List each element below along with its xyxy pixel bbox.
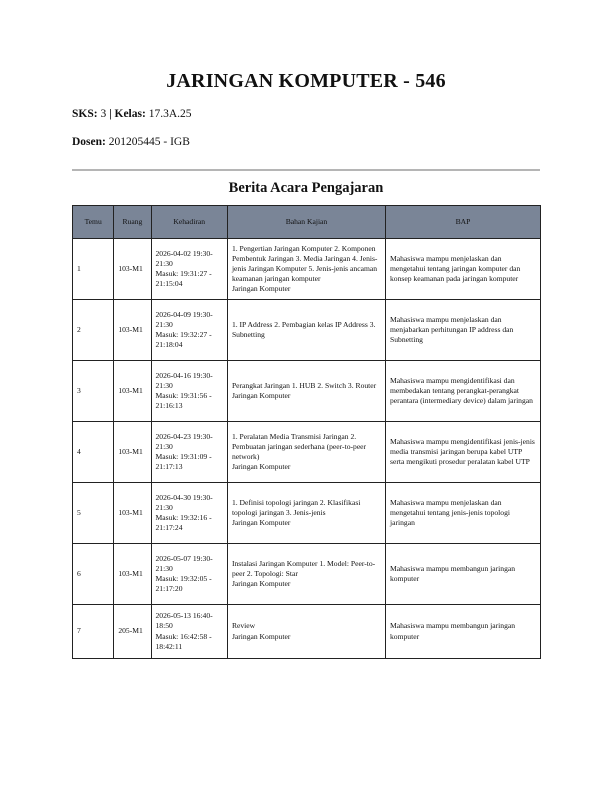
topic-text: 1. Peralatan Media Transmisi Jaringan 2. Pembuatan jaringan sederhana (peer-to-peer network) (231, 431, 367, 461)
check-in-time: Masuk: 19:31:27 - 21:15:04 (155, 269, 212, 289)
cell-bap: Mahasiswa mampu menjelaskan dan mengetahui tentang jaringan komputer dan konsep keamanan pada jaringan komputer (386, 239, 541, 300)
table-row (73, 239, 541, 300)
table-row (73, 483, 541, 544)
topic-text: Review (231, 621, 256, 631)
topic-category: Jaringan Komputer (231, 579, 291, 588)
cell-bahan-kajian (227, 300, 385, 361)
cell-temu: 7 (73, 605, 114, 659)
cell-bahan-kajian (227, 422, 385, 483)
schedule-time: 2026-04-16 19:30-21:30 (155, 370, 213, 390)
cell-bahan-kajian (227, 544, 385, 605)
cell-temu: 6 (73, 544, 114, 605)
column-header-bahan-kajian: Bahan Kajian (227, 206, 385, 239)
section-title: Berita Acara Pengajaran (228, 180, 384, 196)
cell-kehadiran (151, 239, 227, 300)
cell-ruang: 205-M1 (114, 605, 151, 659)
cell-ruang: 103-M1 (114, 544, 151, 605)
schedule-time: 2026-05-13 16:40-18:50 (155, 611, 213, 631)
cell-bap: Mahasiswa mampu mengidentifikasi dan membedakan tentang perangkat-perangkat perantara (intermediary device) dalam jaringan (386, 361, 541, 422)
cell-ruang: 103-M1 (114, 483, 151, 544)
topic-category: Jaringan Komputer (231, 518, 291, 527)
table-row (73, 544, 541, 605)
column-header-bap: BAP (386, 206, 541, 239)
schedule-time: 2026-05-07 19:30-21:30 (155, 553, 213, 573)
kelas-label: Kelas: (114, 108, 146, 120)
cell-kehadiran (151, 361, 227, 422)
cell-bahan-kajian (227, 361, 385, 422)
dosen-value: 201205445 - IGB (108, 136, 190, 148)
check-in-time: Masuk: 19:31:56 - 21:16:13 (155, 391, 212, 411)
dosen-label: Dosen: (72, 136, 106, 148)
lecturer-line (72, 136, 190, 148)
cell-ruang: 103-M1 (114, 361, 151, 422)
cell-kehadiran (151, 300, 227, 361)
check-in-time: Masuk: 19:32:16 - 21:17:24 (155, 513, 212, 533)
cell-kehadiran (151, 483, 227, 544)
topic-category: Jaringan Komputer (231, 462, 291, 472)
cell-kehadiran (151, 422, 227, 483)
column-header-temu: Temu (73, 206, 114, 239)
topic-category: Jaringan Komputer (231, 284, 291, 294)
cell-bahan-kajian (227, 239, 385, 300)
topic-text: Instalasi Jaringan Komputer 1. Model: Peer-to-peer 2. Topologi: Star (231, 558, 376, 578)
topic-text: 1. Definisi topologi jaringan 2. Klasifikasi topologi jaringan 3. Jenis-jenis (231, 497, 361, 517)
schedule-time: 2026-04-23 19:30-21:30 (155, 431, 213, 451)
column-header-kehadiran: Kehadiran (151, 206, 227, 239)
cell-bahan-kajian (227, 483, 385, 544)
table-header-row (73, 206, 541, 239)
schedule-time: 2026-04-09 19:30-21:30 (155, 309, 213, 329)
topic-text: Perangkat Jaringan 1. HUB 2. Switch 3. Router (231, 380, 377, 390)
cell-temu: 4 (73, 422, 114, 483)
page-title: JARINGAN KOMPUTER - 546 (166, 70, 446, 92)
table-row (73, 361, 541, 422)
cell-ruang: 103-M1 (114, 239, 151, 300)
topic-text: 1. IP Address 2. Pembagian kelas IP Address 3. Subnetting (231, 319, 376, 339)
check-in-time: Masuk: 16:42:58 - 18:42:11 (155, 631, 212, 651)
cell-bap: Mahasiswa mampu membangun jaringan komputer (386, 544, 541, 605)
cell-temu: 5 (73, 483, 114, 544)
column-header-ruang: Ruang (114, 206, 151, 239)
course-meta-line (72, 108, 192, 120)
topic-category: Jaringan Komputer (231, 631, 291, 641)
cell-temu: 2 (73, 300, 114, 361)
kelas-value: 17.3A.25 (148, 108, 192, 120)
cell-bap: Mahasiswa mampu membangun jaringan komputer (386, 605, 541, 659)
header-divider (72, 169, 540, 171)
cell-bap: Mahasiswa mampu menjelaskan dan mengetahui tentang jenis-jenis topologi jaringan (386, 483, 541, 544)
cell-temu: 3 (73, 361, 114, 422)
cell-ruang: 103-M1 (114, 300, 151, 361)
cell-bap: Mahasiswa mampu mengidentifikasi jenis-jenis media transmisi jaringan berupa kabel UTP serta mengikuti prosedur peralatan kabel UTP (386, 422, 541, 483)
meta-separator: | (109, 108, 112, 120)
teaching-record-table (72, 205, 541, 659)
check-in-time: Masuk: 19:31:09 - 21:17:13 (155, 452, 212, 472)
check-in-time: Masuk: 19:32:27 - 21:18:04 (155, 330, 212, 350)
check-in-time: Masuk: 19:32:05 - 21:17:20 (155, 574, 212, 594)
cell-temu: 1 (73, 239, 114, 300)
cell-bahan-kajian (227, 605, 385, 659)
cell-kehadiran (151, 605, 227, 659)
table-row (73, 300, 541, 361)
sks-label: SKS: (72, 108, 98, 120)
schedule-time: 2026-04-02 19:30-21:30 (155, 248, 213, 268)
cell-ruang: 103-M1 (114, 422, 151, 483)
sks-value: 3 (100, 108, 107, 120)
topic-text: 1. Pengertian Jaringan Komputer 2. Komponen Pembentuk Jaringan 3. Media Jaringan 4. Jenis-jenis Jaringan Komputer 5. Jenis-jenis ancaman keamanan jaringan komputer (231, 243, 378, 283)
cell-kehadiran (151, 544, 227, 605)
table-row (73, 605, 541, 659)
topic-category: Jaringan Komputer (231, 391, 291, 400)
cell-bap: Mahasiswa mampu menjelaskan dan menjabarkan perhitungan IP address dan Subnetting (386, 300, 541, 361)
table-row (73, 422, 541, 483)
schedule-time: 2026-04-30 19:30-21:30 (155, 492, 213, 512)
